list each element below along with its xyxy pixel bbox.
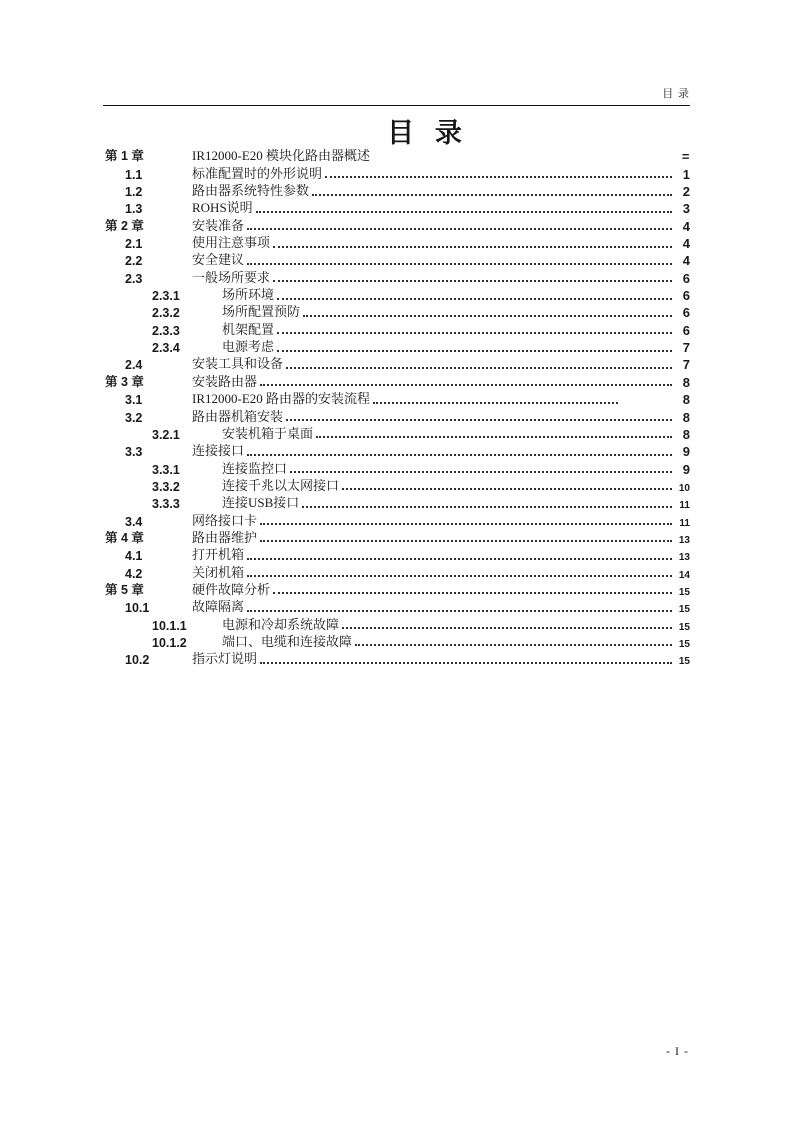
toc-entry-title: 场所配置预防 (222, 304, 301, 320)
toc-entry-title: 路由器机箱安装 (192, 408, 284, 424)
toc-entry-number: 第 4 章 (105, 530, 144, 545)
toc-entry-page: 13 (678, 534, 690, 546)
toc-row[interactable] (103, 650, 690, 667)
dot-leader (247, 610, 672, 612)
dot-leader (260, 662, 672, 664)
toc-entry-page: 2 (682, 184, 690, 200)
toc-entry-page: 11 (679, 517, 690, 529)
toc-entry-number: 2.2 (125, 254, 143, 269)
dot-leader (277, 332, 672, 334)
toc-entry-title: 端口、电缆和连接故障 (222, 633, 353, 649)
toc-entry-number: 10.1 (125, 601, 150, 616)
toc-row[interactable] (103, 320, 690, 337)
toc-entry-number: 2.1 (125, 237, 143, 252)
toc-row[interactable] (103, 477, 690, 494)
toc-entry-title: 打开机箱 (192, 547, 245, 563)
dot-leader (373, 402, 618, 404)
toc-entry-number: 10.2 (125, 653, 150, 668)
toc-entry-title: 指示灯说明 (192, 651, 258, 667)
dot-leader (273, 592, 672, 594)
toc-entry-number: 2.4 (125, 358, 143, 373)
toc-entry-page: 13 (678, 552, 690, 564)
toc-entry-number: 2.3.2 (152, 306, 180, 321)
table-of-contents (103, 147, 690, 667)
toc-entry-title: 安装准备 (192, 217, 245, 233)
dot-leader (247, 558, 672, 560)
toc-entry-page: 10 (678, 482, 690, 494)
dot-leader (247, 575, 672, 577)
toc-entry-page: 9 (682, 461, 690, 477)
toc-entry-page: 8 (682, 392, 690, 408)
toc-entry-page: = (681, 149, 690, 165)
toc-entry-number: 2.3.3 (152, 323, 180, 338)
dot-leader (342, 627, 672, 629)
toc-entry-number: 第 2 章 (105, 218, 144, 233)
toc-entry-number: 3.3.3 (152, 497, 180, 512)
toc-entry-title: 硬件故障分析 (192, 581, 271, 597)
toc-entry-page: 6 (682, 322, 690, 338)
toc-entry-title: 安装工具和设备 (192, 356, 284, 372)
toc-entry-number: 3.3 (125, 445, 143, 460)
dot-leader (302, 506, 672, 508)
dot-leader (325, 176, 672, 178)
toc-entry-title: IR12000-E20 模块化路由器概述 (192, 148, 371, 164)
dot-leader (342, 488, 672, 490)
toc-entry-page: 7 (682, 357, 690, 373)
toc-entry-page: 7 (682, 340, 690, 356)
toc-entry-title: 安装路由器 (192, 373, 258, 389)
toc-entry-page: 3 (682, 201, 690, 217)
toc-row[interactable] (103, 268, 690, 285)
toc-row[interactable] (103, 407, 690, 424)
toc-entry-title: 场所环境 (222, 287, 275, 303)
running-header-text: 目 录 (662, 88, 690, 100)
toc-entry-title: 电源和冷却系统故障 (222, 616, 340, 632)
dot-leader (290, 471, 672, 473)
toc-entry-number: 2.3.1 (152, 289, 180, 304)
toc-entry-page: 15 (678, 586, 690, 598)
dot-leader (260, 523, 672, 525)
toc-row[interactable] (103, 442, 690, 459)
toc-entry-number: 第 5 章 (105, 582, 144, 597)
toc-entry-number: 4.2 (125, 566, 143, 581)
toc-entry-page: 8 (682, 426, 690, 442)
toc-entry-page: 6 (682, 270, 690, 286)
toc-entry-page: 4 (682, 218, 690, 234)
toc-entry-title: 电源考虑 (222, 339, 275, 355)
toc-entry-title: 一般场所要求 (192, 269, 271, 285)
toc-row[interactable] (103, 286, 690, 303)
toc-entry-number: 第 3 章 (105, 374, 144, 389)
dot-leader (316, 436, 672, 438)
toc-entry-page: 15 (678, 656, 690, 668)
toc-row[interactable] (103, 303, 690, 320)
dot-leader (247, 263, 672, 265)
toc-entry-title: 连接接口 (192, 443, 245, 459)
toc-entry-number: 3.3.1 (152, 462, 180, 477)
toc-entry-number: 10.1.1 (152, 618, 187, 633)
dot-leader (260, 384, 672, 386)
toc-entry-number: 2.3 (125, 271, 143, 286)
dot-leader (286, 367, 672, 369)
toc-entry-number: 3.3.2 (152, 479, 180, 494)
dot-leader (273, 246, 672, 248)
header-rule (103, 105, 690, 106)
page-footer (666, 1044, 689, 1059)
toc-entry-title: 标准配置时的外形说明 (192, 165, 323, 181)
toc-entry-title: 安全建议 (192, 252, 245, 268)
toc-entry-title: 连接USB接口 (222, 495, 300, 511)
toc-entry-title: ROHS说明 (192, 200, 253, 216)
toc-entry-number: 1.1 (125, 167, 143, 182)
toc-entry-title: 机架配置 (222, 321, 275, 337)
page-title: 目 录 (387, 118, 462, 148)
dot-leader (303, 315, 672, 317)
toc-entry-title: 网络接口卡 (192, 512, 258, 528)
dot-leader (247, 228, 672, 230)
toc-entry-number: 1.3 (125, 202, 143, 217)
toc-entry-page: 14 (678, 569, 690, 581)
dot-leader (273, 280, 672, 282)
running-header (662, 85, 690, 101)
toc-entry-title: 路由器系统特性参数 (192, 183, 310, 199)
toc-row[interactable] (103, 459, 690, 476)
toc-entry-page: 15 (678, 621, 690, 633)
toc-entry-title: 使用注意事项 (192, 235, 271, 251)
toc-entry-page: 4 (682, 236, 690, 252)
dot-leader (312, 194, 672, 196)
toc-entry-number: 3.2.1 (152, 427, 180, 442)
toc-entry-number: 3.2 (125, 410, 143, 425)
toc-entry-page: 8 (682, 409, 690, 425)
toc-entry-number: 10.1.2 (152, 635, 187, 650)
toc-entry-number: 2.3.4 (152, 341, 180, 356)
toc-entry-page: 11 (679, 500, 690, 512)
toc-entry-number: 3.1 (125, 393, 143, 408)
toc-entry-title: 路由器维护 (192, 529, 258, 545)
toc-entry-number: 1.2 (125, 185, 143, 200)
toc-entry-page: 4 (682, 253, 690, 269)
dot-leader (355, 644, 672, 646)
dot-leader (277, 350, 672, 352)
footer-page-number: - I - (666, 1044, 689, 1058)
toc-entry-number: 4.1 (125, 549, 143, 564)
toc-entry-page: 6 (682, 288, 690, 304)
toc-entry-title: 关闭机箱 (192, 564, 245, 580)
toc-entry-page: 9 (682, 444, 690, 460)
toc-row[interactable] (103, 598, 690, 615)
dot-leader (286, 419, 672, 421)
dot-leader (256, 211, 672, 213)
toc-entry-number: 3.4 (125, 514, 143, 529)
toc-entry-title: 连接监控口 (222, 460, 288, 476)
toc-entry-page: 1 (682, 166, 690, 182)
toc-entry-title: 安装机箱于桌面 (222, 425, 314, 441)
toc-entry-title: 故障隔离 (192, 599, 245, 615)
toc-entry-page: 6 (682, 305, 690, 321)
toc-entry-title: 连接千兆以太网接口 (222, 477, 340, 493)
toc-entry-number: 第 1 章 (105, 149, 144, 164)
dot-leader (373, 159, 672, 161)
toc-entry-page: 15 (678, 638, 690, 650)
toc-entry-page: 8 (682, 374, 690, 390)
toc-row[interactable] (103, 615, 690, 632)
toc-entry-title: IR12000-E20 路由器的安装流程 (192, 391, 371, 407)
dot-leader (260, 540, 672, 542)
dot-leader (247, 454, 672, 456)
dot-leader (277, 298, 672, 300)
toc-entry-page: 15 (678, 604, 690, 616)
